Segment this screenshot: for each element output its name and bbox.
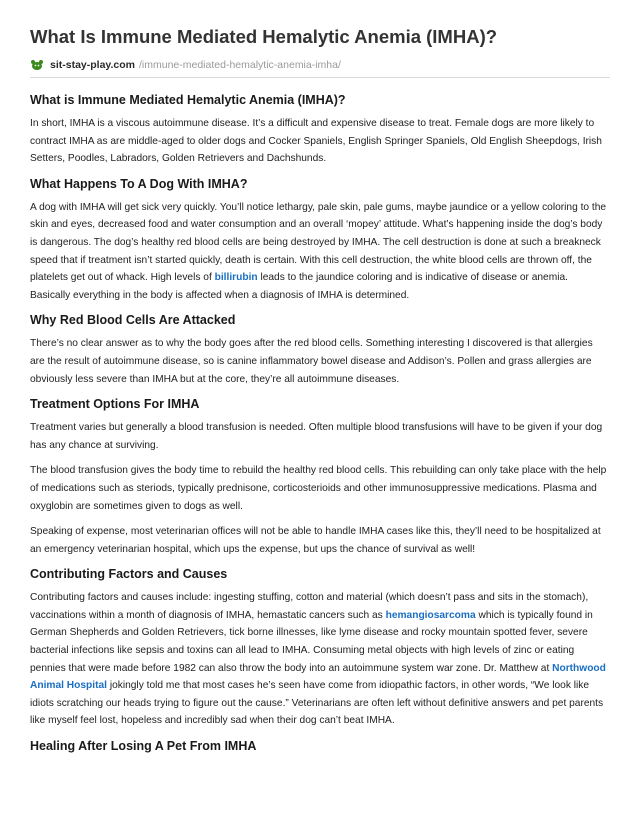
section-heading-what-happens: What Happens To A Dog With IMHA? bbox=[30, 176, 248, 191]
paragraph: In short, IMHA is a viscous autoimmune disease. It’s a difficult and expensive disease to treat. Female dogs are more likely to contract IMHA as are middle-aged to older dogs and Cocker Spaniels, English Springer Spaniels, Old English Sheepdogs, Irish Setters, Poodles, Labradors, Golden Retrievers and Dachshunds. bbox=[30, 118, 602, 165]
link-hemangiosarcoma[interactable]: hemangiosarcoma bbox=[385, 609, 476, 621]
source-domain[interactable]: sit-stay-play.com bbox=[50, 59, 135, 71]
dog-logo-icon bbox=[30, 59, 44, 71]
paragraph bbox=[30, 589, 610, 730]
section-heading-what-is-imha: What is Immune Mediated Hemalytic Anemia (IMHA)? bbox=[30, 93, 346, 107]
paragraph: The blood transfusion gives the body time to rebuild the healthy red blood cells. This rebuilding can only take place with the help of medications such as steriods, typically prednisone, corticosterioids and other immunosuppressive medications. Plasma and oxyglobin are sometimes given to dogs as well. bbox=[30, 465, 607, 512]
paragraph-text: Contributing factors and causes include: ingesting stuffing, cotton and material (which doesn’t pass and sits in the stomach), vaccinations within a month of diagnosis of IMHA, hemastatic cancers such as bbox=[30, 592, 589, 621]
section-heading-healing-after-loss: Healing After Losing A Pet From IMHA bbox=[30, 739, 257, 754]
section-heading-contributing-factors: Contributing Factors and Causes bbox=[30, 567, 228, 582]
section-heading-treatment-options: Treatment Options For IMHA bbox=[30, 397, 200, 412]
paragraph-text: which is typically found in German Shepherds and Golden Retrievers, tick borne illnesses, like lyme disease and rocky mountain spotted fever, severe bacterial infections like sepsis and toxins can all lead to IMHA. Consuming metal objects with high levels of zinc or eating pennies that were made before 1982 can also throw the body into an autoimmune system war zone. Dr. Matthew at bbox=[30, 609, 593, 674]
paragraph-text: A dog with IMHA will get sick very quickly. You’ll notice lethargy, pale skin, pale gums, maybe jaundice or a yellow coloring to the skin and eyes, decreased food and water consumption and an overall ‘mopey’ attitude. What’s happening inside the dog’s body is dangerous. The dog’s healthy red blood cells are being destroyed by IMHA. The cell destruction is done at such a breakneck speed that if treatment isn’t started quickly, death is certain. With this cell destruction, the white blood cells are thrown off, the platelets get out of whack. High levels of bbox=[30, 201, 607, 284]
paragraph-text: jokingly told me that most cases he’s seen have come from idiopathic factors, in other words, “We look like idiots scratching our heads trying to figure out the cause.” Veterinarians are often left without definitive answers and pet parents like myself feel lost, hopeless and incredibly sad when their dog can’t beat IMHA. bbox=[30, 680, 604, 727]
paragraph-text: leads to the jaundice coloring and is indicative of disease or anemia. Basically everything in the body is affected when a diagnosis of IMHA is determined. bbox=[30, 272, 568, 301]
paragraph bbox=[30, 199, 610, 305]
document-page bbox=[30, 24, 610, 754]
link-billirubin[interactable]: billirubin bbox=[214, 272, 258, 284]
source-line bbox=[30, 58, 610, 78]
document-title: What Is Immune Mediated Hemalytic Anemia (IMHA)? bbox=[30, 26, 498, 47]
section-heading-why-red-blood-cells: Why Red Blood Cells Are Attacked bbox=[30, 313, 236, 328]
paragraph: There’s no clear answer as to why the body goes after the red blood cells. Something interesting I discovered is that allergies are the result of autoimmune disease, so is canine inflammatory bowel disease and Addison’s. Pollen and grass allergies are obviously less severe than IMHA but at the core, they’re all autoimmune diseases. bbox=[30, 338, 593, 385]
paragraph: Treatment varies but generally a blood transfusion is needed. Often multiple blood transfusions will have to be given if your dog has any chance at surviving. bbox=[30, 422, 603, 451]
paragraph: Speaking of expense, most veterinarian offices will not be able to handle IMHA cases like this, they’ll need to be hospitalized at an emergency veterinarian hospital, which ups the expense, but ups the chance of survival as well! bbox=[30, 526, 601, 555]
link-northwood-animal-hospital[interactable]: Northwood Animal Hospital bbox=[30, 662, 606, 692]
source-path[interactable]: /immune-mediated-hemalytic-anemia-imha/ bbox=[139, 59, 341, 71]
